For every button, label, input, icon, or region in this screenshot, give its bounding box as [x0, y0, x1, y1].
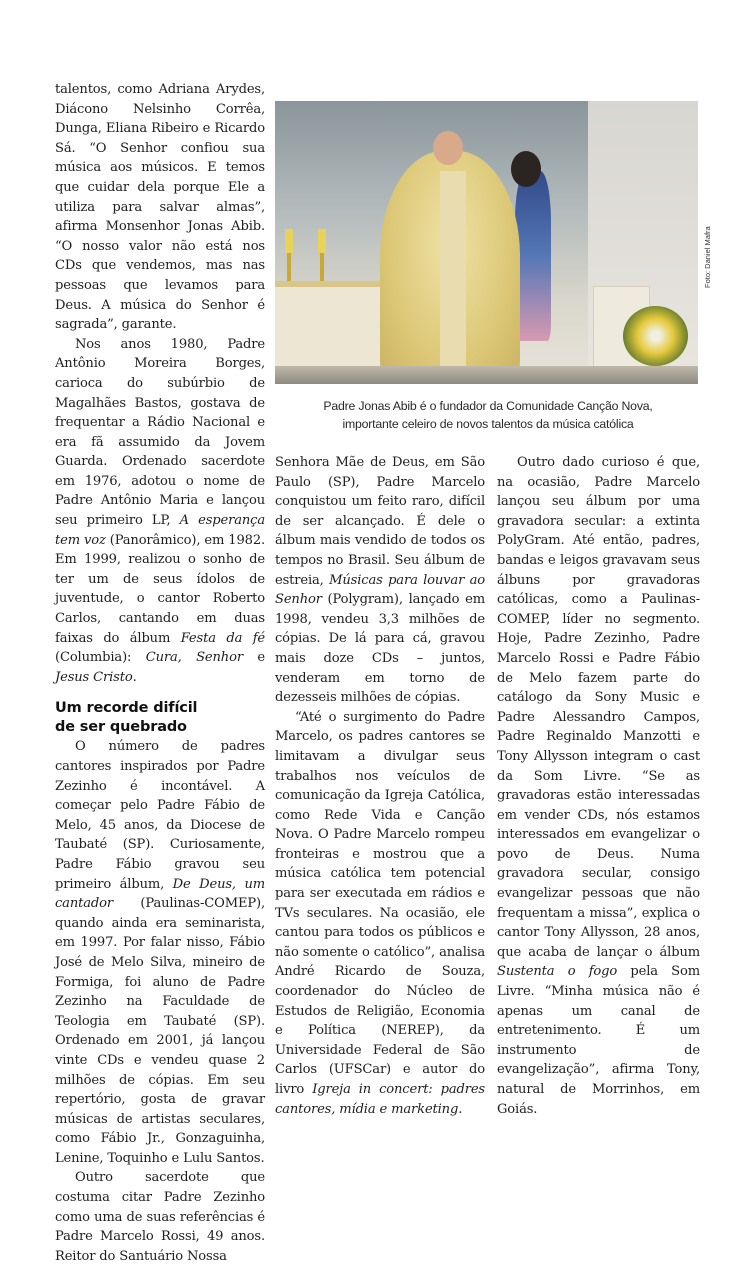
album-title: De Deus, um cantador: [55, 876, 265, 912]
paragraph: [275, 453, 485, 708]
subheading-line: Um recorde difícil: [55, 700, 198, 717]
text-run: e: [242, 650, 265, 666]
album-title: Sustenta o fogo: [497, 964, 618, 980]
text-run: “Até o surgimento do Padre Marcelo, os padres cantores se limitavam a divulgar seus trabalhos nos veículos de comunicação da Igreja Católica, como Rede Vida e Canção Nova. O Padre Marcelo rompeu fronteiras e mostrou que a música católica tem potencial para ser executada em rádios e TVs seculares. Na ocasião, ele cantou para todos os públicos e não somente o católico”, analisa André Ricardo de Souza, coordenador do Núcleo de Estudos de Religião, Economia e Política (NEREP), da Universidade Federal de São Carlos (UFSCar) e autor do livro: [275, 709, 485, 1097]
text-run: .: [458, 1101, 463, 1117]
photo-floor: [275, 366, 698, 384]
caption-line: Padre Jonas Abib é o fundador da Comunidade Canção Nova,: [323, 399, 653, 413]
text-run: (Columbia):: [55, 650, 146, 666]
paragraph: [497, 453, 700, 1119]
subheading-line: de ser quebrado: [55, 719, 187, 736]
book-title: Igreja in concert: padres cantores, mídia e marketing: [275, 1082, 485, 1117]
song-title: Cura, Senhor: [145, 650, 243, 666]
candlestick-icon: [287, 253, 291, 281]
candle-icon: [285, 229, 293, 253]
photo-flowers: [623, 306, 688, 366]
album-title: Músicas para louvar ao Senhor: [275, 572, 485, 608]
paragraph: [55, 335, 265, 688]
text-run: (Paulinas-COMEP), quando ainda era seminarista, em 1997. Por falar nisso, Fábio José de Melo Silva, mineiro de Formiga, foi aluno de Padre Zezinho na Faculdade de Teologia em Taubaté (SP). Ordenado em 2001, já lançou vinte CDs e vendeu quase 2 milhões de cópias. Em seu repertório, gosta de gravar músicas de artistas seculares, como Fábio Jr., Gonzaguinha, Lenine, Toquinho e Lulu Santos.: [55, 896, 265, 1166]
photo-priest: [380, 151, 520, 384]
text-run: Nos anos 1980, Padre Antônio Moreira Borges, carioca do subúrbio de Magalhães Bastos, gostava de frequentar a Rádio Nacional e era fã assumido da Jovem Guarda. Ordenado sacerdote em 1976, adotou o nome de Padre Antônio Maria e lançou seu primeiro LP,: [55, 336, 265, 529]
photo-stole: [440, 171, 466, 371]
text-run: pela Som Livre. “Minha música não é apenas um canal de entretenimento. É um instrumento de evangelização”, afirma Tony, natural de Morrinhos, em Goiás.: [497, 964, 700, 1117]
article-column-3: [497, 453, 700, 1119]
text-run: O número de padres cantores inspirados por Padre Zezinho é incontável. A começar pelo Padre Fábio de Melo, 45 anos, da Diocese de Taubaté (SP). Curiosamente, Padre Fábio gravou seu primeiro álbum,: [55, 739, 265, 892]
paragraph: [275, 708, 485, 1119]
photo-woman: [515, 171, 551, 341]
photo-credit-text: Foto: Daniel Mafra: [703, 226, 712, 288]
paragraph: talentos, como Adriana Arydes, Diácono Nelsinho Corrêa, Dunga, Eliana Ribeiro e Ricardo Sá. “O Senhor confiou sua música aos músicos. E temos que cuidar dela porque Ele a utiliza para salvar almas”, afirma Monsenhor Jonas Abib. “O nosso valor não está nos CDs que vendemos, mas nas pessoas que levamos para Deus. A música do Senhor é sagrada”, garante.: [55, 82, 265, 333]
paragraph: Outro sacerdote que costuma citar Padre Zezinho como uma de suas referências é Padre Marcelo Rossi, 49 anos. Reitor do Santuário Nossa: [55, 1170, 265, 1264]
photo-caption: [283, 398, 693, 433]
photo-woman-head: [511, 151, 541, 187]
article-column-2: [275, 453, 485, 1119]
caption-line: importante celeiro de novos talentos da música católica: [342, 416, 634, 431]
text-run: Outro dado curioso é que, na ocasião, Padre Marcelo lançou seu álbum por uma gravadora secular: a extinta PolyGram. Até então, padres, bandas e leigos gravavam seus álbuns por gravadoras católicas, como a Paulinas-COMEP, líder no segmento. Hoje, Padre Zezinho, Padre Marcelo Rossi e Padre Fábio de Melo fazem parte do catálogo da Sony Music e Padre Alessandro Campos, Padre Reginaldo Manzotti e Tony Allysson integram o cast da Som Livre. “Se as gravadoras estão interessadas em vender CDs, nós estamos interessados em evangelizar o povo de Deus. Numa gravadora secular, consigo evangelizar pessoas que não frequentam a missa”, explica o cantor Tony Allysson, 28 anos, que acaba de lançar o álbum: [497, 455, 700, 960]
paragraph: [55, 737, 265, 1168]
text-run: .: [132, 669, 137, 685]
article-column-1: [55, 80, 265, 1266]
photo-credit: [701, 210, 715, 290]
candlestick-icon: [320, 253, 324, 281]
section-subheading: [55, 699, 265, 737]
candle-icon: [318, 229, 326, 253]
song-title: Jesus Cristo: [55, 669, 133, 685]
album-title: Festa da fé: [180, 630, 266, 646]
article-photo: [275, 101, 698, 384]
album-title: A esperança tem voz: [55, 513, 265, 548]
photo-priest-head: [433, 131, 463, 165]
text-run: (Panorâmico), em 1982. Em 1999, realizou o sonho de ter um de seus ídolos de juventude, o cantor Roberto Carlos, cantando em duas faixas do álbum: [55, 532, 266, 646]
text-run: Senhora Mãe de Deus, em São Paulo (SP), Padre Marcelo conquistou um feito raro, difícil de ser alcançado. É dele o álbum mais vendido de todos os tempos no Brasil. Seu álbum de estreia,: [275, 455, 485, 588]
text-run: (Polygram), lançado em 1998, vendeu 3,3 milhões de cópias. De lá para cá, gravou mais doze CDs – juntos, venderam em torno de dezesseis milhões de cópias.: [275, 592, 485, 706]
